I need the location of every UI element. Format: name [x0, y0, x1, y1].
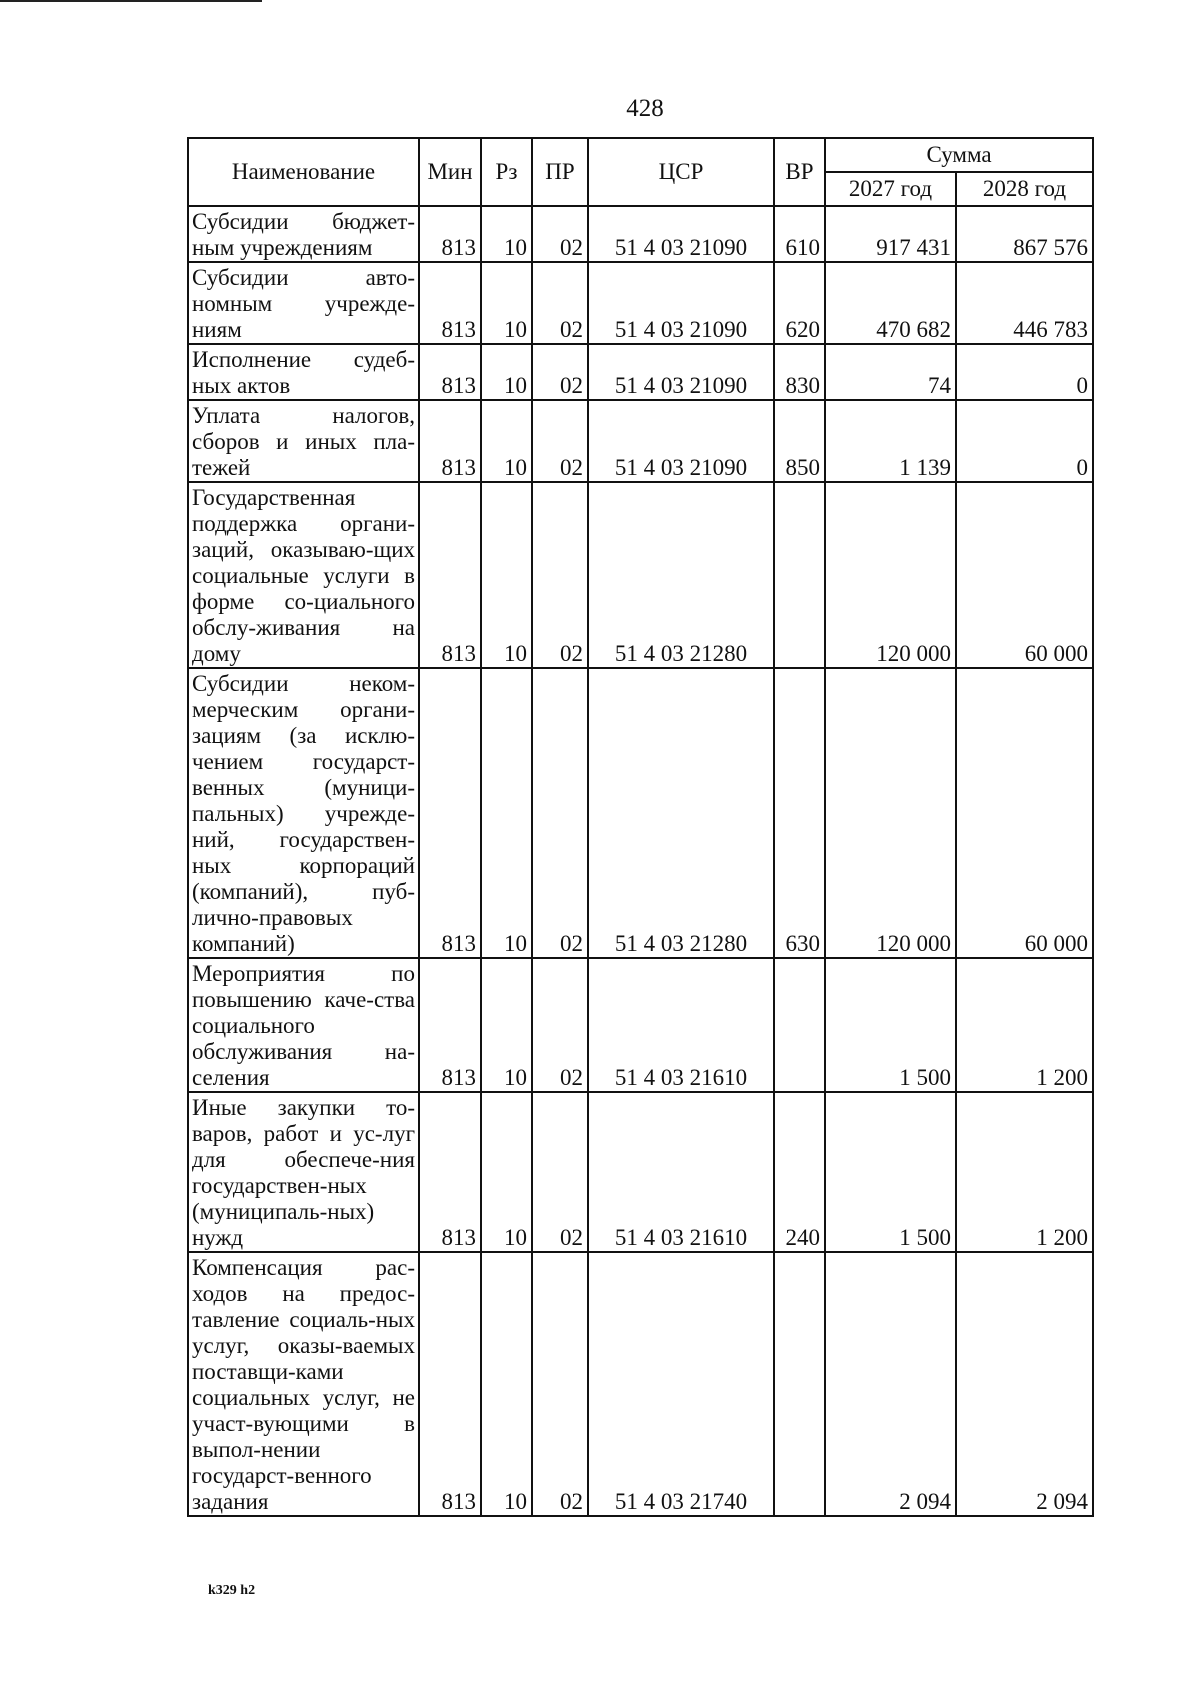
- row-sum-2027: 470 682: [825, 262, 956, 344]
- row-min: 813: [419, 262, 481, 344]
- row-rz: 10: [481, 482, 532, 668]
- row-rz: 10: [481, 344, 532, 400]
- table-row: [188, 668, 1093, 958]
- row-sum-2028: 1 200: [956, 958, 1093, 1092]
- row-min: 813: [419, 1252, 481, 1516]
- table-row: [188, 482, 1093, 668]
- footer-code: k329 h2: [208, 1583, 256, 1598]
- row-csr: 51 4 03 21090: [588, 400, 774, 482]
- header-year-2027: 2027 год: [825, 172, 956, 206]
- row-pr: 02: [532, 344, 588, 400]
- row-sum-2027: 1 500: [825, 958, 956, 1092]
- row-name: Исполнение судеб-ных актов: [188, 344, 419, 400]
- row-sum-2027: 120 000: [825, 668, 956, 958]
- header-sum: Сумма: [825, 138, 1093, 172]
- row-pr: 02: [532, 400, 588, 482]
- row-pr: 02: [532, 482, 588, 668]
- row-sum-2028: 60 000: [956, 668, 1093, 958]
- page-number: 428: [626, 95, 664, 122]
- table-row: [188, 958, 1093, 1092]
- row-sum-2027: 74: [825, 344, 956, 400]
- table-body: [188, 206, 1093, 1516]
- row-pr: 02: [532, 958, 588, 1092]
- row-csr: 51 4 03 21280: [588, 668, 774, 958]
- row-csr: 51 4 03 21090: [588, 344, 774, 400]
- row-sum-2027: 1 500: [825, 1092, 956, 1252]
- row-rz: 10: [481, 1252, 532, 1516]
- row-csr: 51 4 03 21610: [588, 1092, 774, 1252]
- table-header: [188, 138, 1093, 206]
- row-rz: 10: [481, 400, 532, 482]
- row-name: Субсидии неком-мерческим органи-зациям (за исклю-чением государст-венных (муници-пальных) учрежде-ний, государствен-ных корпораций (компаний), пуб-лично-правовых компаний): [188, 668, 419, 958]
- row-min: 813: [419, 668, 481, 958]
- row-csr: 51 4 03 21090: [588, 262, 774, 344]
- row-pr: 02: [532, 1252, 588, 1516]
- row-rz: 10: [481, 1092, 532, 1252]
- row-rz: 10: [481, 958, 532, 1092]
- row-sum-2028: 0: [956, 400, 1093, 482]
- row-csr: 51 4 03 21280: [588, 482, 774, 668]
- header-rz: Рз: [481, 138, 532, 206]
- header-vr: ВР: [774, 138, 825, 206]
- row-sum-2027: 917 431: [825, 206, 956, 262]
- row-name: Иные закупки то-варов, работ и ус-луг для обеспече-ния государствен-ных (муниципаль-ных) нужд: [188, 1092, 419, 1252]
- row-sum-2028: 446 783: [956, 262, 1093, 344]
- row-pr: 02: [532, 262, 588, 344]
- row-sum-2028: 0: [956, 344, 1093, 400]
- row-sum-2027: 2 094: [825, 1252, 956, 1516]
- row-vr: 830: [774, 344, 825, 400]
- row-pr: 02: [532, 1092, 588, 1252]
- row-name: Мероприятия по повышению каче-ства социального обслуживания на-селения: [188, 958, 419, 1092]
- row-min: 813: [419, 206, 481, 262]
- header-min: Мин: [419, 138, 481, 206]
- row-sum-2028: 2 094: [956, 1252, 1093, 1516]
- row-sum-2028: 60 000: [956, 482, 1093, 668]
- scan-edge-line: [0, 0, 262, 2]
- row-name: Государственная поддержка органи-заций, оказываю-щих социальные услуги в форме со-циального обслу-живания на дому: [188, 482, 419, 668]
- table-row: [188, 262, 1093, 344]
- row-csr: 51 4 03 21610: [588, 958, 774, 1092]
- row-csr: 51 4 03 21740: [588, 1252, 774, 1516]
- row-name: Субсидии авто-номным учрежде-ниям: [188, 262, 419, 344]
- row-sum-2027: 1 139: [825, 400, 956, 482]
- table-row: [188, 1092, 1093, 1252]
- table-row: [188, 344, 1093, 400]
- row-sum-2028: 867 576: [956, 206, 1093, 262]
- header-csr: ЦСР: [588, 138, 774, 206]
- row-pr: 02: [532, 206, 588, 262]
- row-name: Компенсация рас-ходов на предос-тавление социаль-ных услуг, оказы-ваемых поставщи-ками социальных услуг, не участ-вующими в выпол-нении государст-венного задания: [188, 1252, 419, 1516]
- row-vr: 850: [774, 400, 825, 482]
- row-vr: 630: [774, 668, 825, 958]
- row-min: 813: [419, 400, 481, 482]
- header-pr: ПР: [532, 138, 588, 206]
- row-min: 813: [419, 1092, 481, 1252]
- row-csr: 51 4 03 21090: [588, 206, 774, 262]
- row-rz: 10: [481, 262, 532, 344]
- row-vr: [774, 958, 825, 1092]
- budget-table: [187, 137, 1094, 1517]
- row-vr: [774, 482, 825, 668]
- row-name: Уплата налогов, сборов и иных пла-тежей: [188, 400, 419, 482]
- row-pr: 02: [532, 668, 588, 958]
- header-name: Наименование: [188, 138, 419, 206]
- row-min: 813: [419, 344, 481, 400]
- table-row: [188, 1252, 1093, 1516]
- table-row: [188, 206, 1093, 262]
- row-vr: 240: [774, 1092, 825, 1252]
- row-min: 813: [419, 482, 481, 668]
- row-vr: [774, 1252, 825, 1516]
- row-rz: 10: [481, 206, 532, 262]
- header-year-2028: 2028 год: [956, 172, 1093, 206]
- row-sum-2027: 120 000: [825, 482, 956, 668]
- row-vr: 620: [774, 262, 825, 344]
- row-name: Субсидии бюджет-ным учреждениям: [188, 206, 419, 262]
- row-min: 813: [419, 958, 481, 1092]
- table-row: [188, 400, 1093, 482]
- row-sum-2028: 1 200: [956, 1092, 1093, 1252]
- row-vr: 610: [774, 206, 825, 262]
- row-rz: 10: [481, 668, 532, 958]
